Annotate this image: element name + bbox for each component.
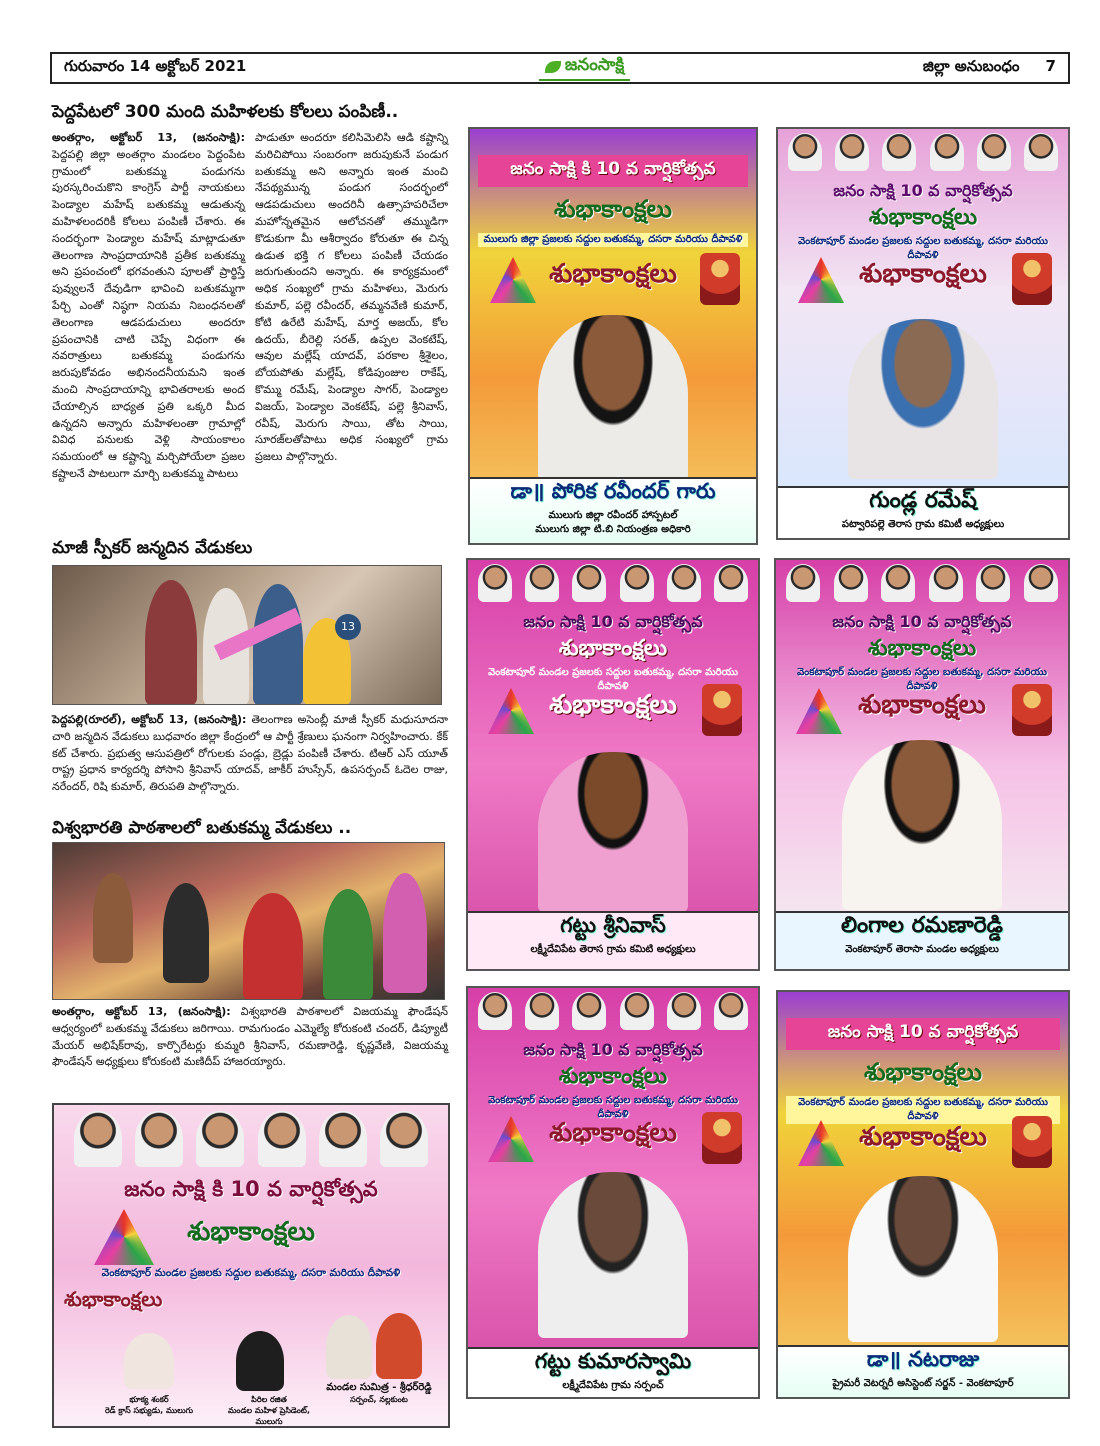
goddess-icon [700, 253, 740, 305]
poster-wishes-large: శుభాకాంక్షలు [858, 690, 986, 720]
portrait-photo [538, 315, 688, 481]
logo-text: జనంసాక్షి [564, 55, 625, 75]
poster-greeting-subline: వెంకటాపూర్ మండల ప్రజలకు సద్దుల బతుకమ్మ, దసరా మరియు దీపావళి [798, 236, 1048, 261]
poster-poreka-ravinder [468, 127, 758, 545]
leader-photos [74, 1111, 428, 1171]
goddess-icon [1012, 684, 1052, 736]
poster-name: లింగాల రమణారెడ్డి [841, 913, 1003, 938]
goddess-icon [1012, 1116, 1052, 1168]
dateline: పెద్దపల్లి(రూరల్), అక్టోబర్ 13, (జనంసాక్షి): [52, 713, 247, 726]
poster-greeting-subline: వెంకటాపూర్ మండల ప్రజలకు సద్దుల బతుకమ్మ, దసరా మరియు దీపావళి [488, 1095, 738, 1120]
poster-gattu-srinivas [466, 558, 760, 971]
poster-namebar [778, 486, 1068, 538]
poster-greeting-title: జనం సాక్షి 10 వ వార్షికోత్సవ [786, 1018, 1060, 1050]
poster-greeting-wishes: శుభాకాంక్షలు [867, 636, 977, 661]
goddess-icon [1012, 253, 1052, 305]
person-2-name: పిరిల రజిత [251, 1395, 287, 1404]
poster-role: పట్వారిపల్లె తెరాస గ్రామ కమిటీ అధ్యక్షులు [841, 519, 1005, 530]
portrait-photo [538, 1172, 688, 1338]
person-3-caption [314, 1381, 444, 1406]
poster-greeting-title: జనం సాక్షి 10 వ వార్షికోత్సవ [523, 612, 703, 631]
portrait-photo [848, 319, 998, 479]
poster-greeting-subline: వెంకటాపూర్ మండల ప్రజలకు సద్దుల బతుకమ్మ, దసరా మరియు దీపావళి [797, 667, 1047, 692]
article-column-2: పాడుతూ అందరూ కలిసిమెలిసి ఆడి కష్టాన్ని మరిచిపోయి సంబరంగా జరుపుకునే పండుగ బతుకమ్మ అని అన్నారు ఇంత మంచి నేపథ్యమున్న పండుగ సందర్భంలో ఆడపడుచులు అందరినీ ఉత్సాహపరిచేలా మహోన్నతమైన ఆలోచనతో తమ్ముడిగా కొడుకుగా మీ ఆశీర్వాదం కోరుతూ ఈ చిన్న ఉడుత భక్తి గ కోలలు పంపిణీ చేయడం జరుగుతుందని అన్నారు. ఈ కార్యక్రమంలో అధిక సంఖ్యలో గ్రామ మహిళలు, మెరుగు కుమార్, పల్లె రవీందర్, తమ్మనవేణి కుమార్, కోటి ఉరేటి మహేష్, మార్త అజయ్, కోల ఉదయ్, బీరెల్లి సరత్, ఉప్పల వెంకటేష్, ఆవుల మల్లేష్ యాదవ్, పరకాల శ్రీశైలం, బోయపోతు మల్లేష్, కోడిపుంజుల రాకేష్, కొమ్ము రమేష్, పెండ్యాల సాగర్, పెండ్యాల విజయ్, పెండ్యాల వెంకటేష్, పల్లె శ్రీనివాస్, రవీష్, మెరుగు సాయి, తోట సాయి, సూరజ్‌లతోపాటు అధిక సంఖ్యలో గ్రామ ప్రజలు పాల్గొన్నారు. [255, 131, 448, 464]
greeting-ad-mandal [52, 1103, 450, 1428]
poster-wishes-large: శుభాకాంక్షలు [859, 1122, 987, 1152]
article-column-1-text: పెద్దపల్లి జిల్లా అంతర్గాం మండలం పెద్దంపేట గ్రామంలో బతుకమ్మ పండుగను పురస్కరించుకొని కాంగ్రెస్ పార్టీ నాయకులు పెండ్యాల మహేష్ బతుకమ్మ ఆడుతున్న మహిళలందరికీ కోలలు పంపిణీ చేశారు. ఈ సందర్భంగా పెండ్యాల మహేష్ మాట్లాడుతూ తెలంగాణ సాంప్రదాయానికి ప్రతీక బతుకమ్మ అని ప్రపంచంలో భగవంతుని పూలతో ప్రార్థిస్తే పువ్వులనే దేవుడిగా భావించి బతుకమ్మగా పేర్చి ఎంతో నిష్ఠగా నియమ నిబంధనలతో తెలంగాణ ఆడపడుచులు అందరూ ప్రపంచానికి చాటి చెప్పే విధంగా ఈ నవరాత్రులు బతుకమ్మ పండుగను జరుపుకోవడం అభినందనీయమని ఇంత మంచి సాంప్రదాయాన్ని భావితరాలకు అంద చేయాల్సిన బాధ్యత ప్రతి ఒక్కరి మీద ఉన్నదని అన్నారు మహిళలంతా గ్రామాల్లో వివిధ పనులకు వెళ్లి సాయంకాలం సమయంలో ఆ కష్టాన్ని మర్చిపోయేలా ప్రజల కష్టాలనే పాటలుగా మార్చి బతుకమ్మ పాటలు [52, 147, 245, 480]
speaker-article-text: తెలంగాణ అసెంబ్లీ మాజీ స్పీకర్ మధుసూదనా చారి జన్మదిన వేడుకలు బుధవారం జిల్లా కేంద్రంలో ఆ పార్టీ శ్రేణులు ఘనంగా నిర్వహించారు. కేక్ కట్ చేశారు. ప్రభుత్వ ఆసుపత్రిలో రోగులకు పండ్లు, బ్రెడ్లు పంపిణీ చేశారు. టిఆర్ ఎస్ యూత్ రాష్ట్ర ప్రధాన కార్యదర్శి పోసాని శ్రీనివాస్ యాదవ్, జాకీర్ హుస్సేన్, ఉపసర్పంచ్ ఓదెల రాజు, నరేందర్, రిషి కుమార్, తిరుపతి పాల్గొన్నారు. [52, 713, 448, 794]
poster-greeting-subline: ములుగు జిల్లా ప్రజలకు సద్దుల బతుకమ్మ, దసరా మరియు దీపావళి [478, 233, 748, 247]
person-3-name: మండల సుమిత్ర - శ్రీధర్‌రెడ్డి [326, 1382, 432, 1393]
article-column-1 [52, 130, 245, 483]
person-3-role: సర్పంచ్, నల్లకుంట [350, 1395, 408, 1404]
person-1-name: భూక్య శంకర్ [129, 1395, 169, 1404]
portrait-photo [842, 740, 1002, 910]
greeting-wishes: శుభాకాంక్షలు [187, 1217, 315, 1247]
page-number: 7 [1045, 57, 1056, 75]
poster-wishes-large: శుభాకాంక్షలు [549, 1118, 677, 1148]
vishwabharathi-article [52, 1004, 448, 1071]
speaker-article [52, 712, 448, 796]
leader-photos [786, 564, 1058, 604]
poster-greeting-title: జనం సాక్షి 10 వ వార్షికోత్సవ [832, 612, 1012, 631]
poster-wishes-large: శుభాకాంక్షలు [549, 690, 677, 720]
poster-greeting-wishes: శుభాకాంక్షలు [868, 205, 978, 230]
poster-role-2: ములుగు జిల్లా టి.బి నియంత్రణ అధికారి [535, 524, 691, 535]
section-name: జిల్లా అనుబంధం [922, 57, 1020, 75]
poster-namebar [778, 1345, 1068, 1397]
goddess-icon [702, 1112, 742, 1164]
poster-greeting-subline: వెంకటాపూర్ మండల ప్రజలకు సద్దుల బతుకమ్మ, దసరా మరియు దీపావళి [488, 667, 738, 692]
bathukamma-event-photo [52, 842, 445, 1000]
poster-nataraju [776, 990, 1070, 1399]
masthead [50, 52, 1070, 84]
poster-greeting-title: జనం సాక్షి కి 10 వ వార్షికోత్సవ [478, 155, 748, 187]
poster-greeting-wishes: శుభాకాంక్షలు [554, 195, 672, 223]
poster-role: లక్ష్మీదేవిపేట గ్రామ సర్పంచ్ [562, 1380, 664, 1391]
poster-role: లక్ష్మీదేవిపేట తెరాస గ్రామ కమిటి అధ్యక్షులు [530, 944, 696, 955]
poster-greeting-wishes: శుభాకాంక్షలు [558, 636, 668, 661]
poster-wishes-large: శుభాకాంక్షలు [859, 259, 987, 289]
speaker-headline: మాజీ స్పీకర్ జన్మదిన వేడుకలు [52, 538, 253, 558]
poster-name: గట్టు కుమారస్వామి [534, 1349, 692, 1373]
greeting-title: జనం సాక్షి కి 10 వ వార్షికోత్సవ [124, 1177, 378, 1201]
goddess-icon [702, 684, 742, 736]
article-kolalu [52, 100, 448, 483]
poster-role: ప్రైమరీ వెటర్నరీ అసిస్టెంట్ సర్జన్ - వెంకటాపూర్ [832, 1378, 1014, 1389]
leader-photos [478, 564, 748, 604]
poster-greeting-wishes: శుభాకాంక్షలు [558, 1064, 668, 1089]
poster-greeting-title: జనం సాక్షి 10 వ వార్షికోత్సవ [833, 181, 1013, 200]
issue-date: గురువారం 14 అక్టోబర్ 2021 [64, 57, 247, 75]
poster-wishes-large: శుభాకాంక్షలు [549, 259, 677, 289]
dateline: అంతర్గాం, అక్టోబర్ 13, (జనంసాక్షి): [52, 131, 245, 144]
leader-photos [478, 992, 748, 1032]
poster-role: వెంకటాపూర్ తెరాసా మండల అధ్యక్షులు [845, 944, 999, 955]
poster-namebar [776, 911, 1068, 969]
vishwabharathi-article-text: విశ్వభారతి పాఠశాలలో విజయమ్మ ఫౌండేషన్ ఆధ్వర్యంలో బతుకమ్మ వేడుకలు జరిగాయి. రామగుండం ఎమ్మెల్యే కోరుకంటి చందర్, డిప్యూటీ మేయర్ అభిషేక్‌రావు, కార్పొరేటర్లు కుమ్మరి శ్రీనివాస్, రమణారెడ్డి, కృష్ణవేణి, విజయమ్మ ఫౌండేషన్ అధ్యక్షులు కోరుకంటి మణిదీప్ హాజరయ్యారు. [52, 1005, 448, 1069]
poster-gattu-kumaraswamy [466, 986, 760, 1399]
poster-gundla-ramesh [776, 127, 1070, 540]
greeting-subline: వెంకటాపూర్ మండల ప్రజలకు సద్దుల బతుకమ్మ, దసరా మరియు దీపావళి [101, 1267, 401, 1279]
poster-name: డా॥ పోరిక రవీందర్ గారు [510, 479, 716, 503]
person-2-caption [214, 1395, 324, 1428]
dateline: అంతర్గాం, అక్టోబర్ 13, (జనంసాక్షి): [52, 1005, 231, 1018]
portrait-photo [848, 1176, 998, 1342]
birthday-photo: 13 [52, 565, 442, 705]
poster-lingala-ramanareddy [774, 558, 1070, 971]
leaf-icon [545, 61, 561, 73]
vishwabharathi-headline: విశ్వభారతి పాఠశాలలో బతుకమ్మ వేడుకలు .. [52, 818, 352, 838]
poster-greeting-wishes: శుభాకాంక్షలు [864, 1058, 982, 1086]
article-body [52, 130, 448, 483]
person-1-caption [94, 1395, 204, 1417]
poster-name: గుండ్ల రమేష్ [869, 488, 977, 513]
poster-role: ములుగు జిల్లా రవీందర్ హాస్పటల్ [548, 510, 678, 521]
article-headline: పెద్దపేటలో 300 మంది మహిళలకు కోలలు పంపిణీ.. [52, 102, 399, 122]
poster-greeting-title: జనం సాక్షి 10 వ వార్షికోత్సవ [523, 1040, 703, 1059]
portrait-photo [538, 752, 688, 912]
poster-namebar [470, 477, 756, 543]
poster-namebar [468, 911, 758, 969]
poster-greeting-subline: వెంకటాపూర్ మండల ప్రజలకు సద్దుల బతుకమ్మ, దసరా మరియు దీపావళి [786, 1096, 1060, 1124]
poster-name: గట్టు శ్రీనివాస్ [560, 913, 666, 937]
poster-namebar [468, 1347, 758, 1397]
person-1-role: రెడ్ క్రాస్ సభ్యుడు, ములుగు [104, 1406, 194, 1415]
newspaper-logo [539, 55, 630, 81]
greeting-wishes-small: శుభాకాంక్షలు [64, 1287, 163, 1311]
leader-photos [788, 133, 1058, 173]
person-2-role: మండల మహిళ ప్రెసిడెంట్, ములుగు [227, 1406, 311, 1426]
poster-name: డా॥ నటరాజు [866, 1347, 980, 1371]
